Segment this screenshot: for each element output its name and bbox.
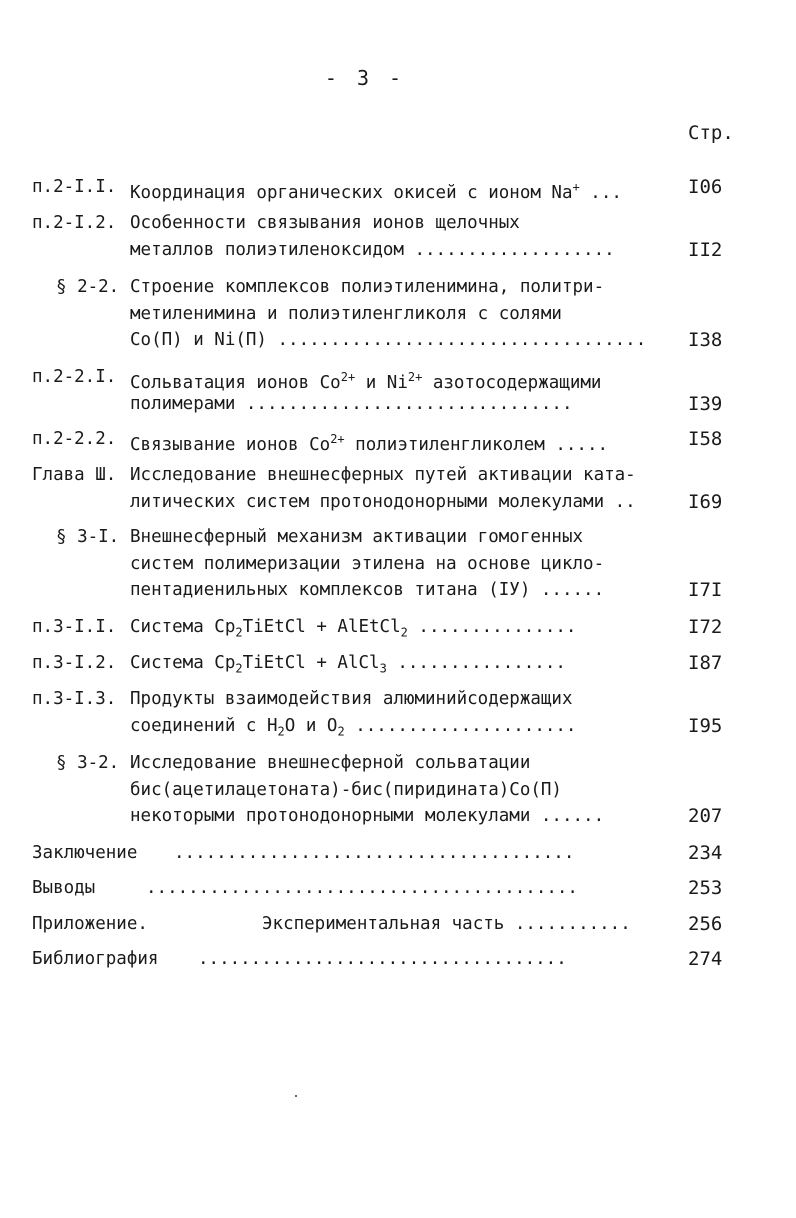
- toc-entry-page: I58: [688, 428, 723, 450]
- toc-entry-title: [130, 650, 566, 677]
- toc-entry-page: 274: [688, 948, 723, 970]
- toc-entry-label: Глава Ш.: [32, 465, 117, 485]
- toc-entry-label: п.3-I.I.: [32, 617, 117, 637]
- toc-entry-line: Внешнесферный механизм активации гомогенных: [130, 527, 584, 547]
- toc-entry-page: 253: [688, 877, 723, 899]
- page-column-label: Стр.: [688, 122, 734, 144]
- toc-entry-title: [146, 875, 578, 902]
- toc-entry-title: [130, 614, 576, 641]
- toc-entry-title: [130, 462, 636, 515]
- toc-entry-line: Связывание ионов $Co^{2+}$ полиэтиленгликолем .....: [130, 432, 609, 455]
- toc-entry-page: 256: [688, 913, 723, 935]
- toc-entry-title: [130, 174, 622, 201]
- toc-entry-line: Исследование внешнесферной сольватации: [130, 753, 531, 773]
- toc-entry-line: некоторыми протонодонорными молекулами ......: [130, 806, 605, 826]
- toc-entry-line: пентадиенильных комплексов титана (IУ) ......: [130, 580, 605, 600]
- toc-entry-title: [130, 686, 576, 739]
- toc-entry-label: Выводы: [32, 878, 96, 898]
- toc-entry-title: [198, 946, 567, 973]
- toc-entry-line: Сольватация ионов $Co^{2+}$ и $Ni^{2+}$ азотосодержащими: [130, 370, 602, 393]
- toc-entry-title: [130, 364, 601, 417]
- toc-entry-line: Особенности связывания ионов щелочных: [130, 213, 520, 233]
- toc-entry-label: § 3-2.: [56, 753, 120, 773]
- page-number: - 3 -: [324, 66, 406, 90]
- toc-entry-line: ...................................: [198, 949, 567, 969]
- toc-entry-page: 234: [688, 842, 723, 864]
- toc-entry-page: I06: [688, 176, 723, 198]
- toc-entry-page: I87: [688, 652, 723, 674]
- toc-entry-page: I38: [688, 329, 723, 351]
- toc-entry-page: I39: [688, 392, 723, 415]
- toc-entry-page: I7I: [688, 579, 723, 601]
- toc-entry-title: [130, 210, 615, 263]
- toc-entry-line: Исследование внешнесферных путей активации ката-: [130, 465, 636, 485]
- scan-speck: [295, 1095, 297, 1097]
- toc-entry-line: бис(ацетилацетоната)-бис(пиридината)Co(П): [130, 779, 562, 800]
- toc-entry-page: I95: [688, 714, 723, 737]
- toc-entry-label: Приложение.: [32, 914, 148, 934]
- toc-entry-line: Строение комплексов полиэтиленимина, политри-: [130, 277, 605, 297]
- toc-entry-title: [130, 524, 604, 604]
- toc-entry-line: металлов полиэтиленоксидом ...................: [130, 239, 615, 260]
- toc-entry-title: [130, 274, 646, 354]
- toc-entry-label: Заключение: [32, 843, 138, 863]
- toc-entry-page: II2: [688, 238, 723, 261]
- toc-entry-label: п.3-I.3.: [32, 689, 117, 709]
- toc-entry-page: I72: [688, 616, 723, 638]
- toc-entry-line: литических систем протонодонорными молекулами ..: [130, 491, 636, 512]
- toc-entry-label: п.2-2.I.: [32, 367, 117, 387]
- toc-entry-title: [262, 911, 631, 938]
- toc-entry-label: § 2-2.: [56, 277, 120, 297]
- toc-entry-line: полимерами ...............................: [130, 393, 573, 414]
- toc-entry-line: соединений с $H_2O$ и $O_2$ .....................: [130, 715, 577, 738]
- toc-entry-line: Co(П) и Ni(П) ...................................: [130, 330, 647, 350]
- toc-entry-line: Экспериментальная часть ...........: [262, 914, 631, 934]
- toc-entry-line: систем полимеризации этилена на основе цикло-: [130, 553, 605, 574]
- toc-entry-line: Продукты взаимодействия алюминийсодержащих: [130, 689, 573, 709]
- toc-entry-line: .........................................: [146, 878, 578, 898]
- toc-entry-label: п.3-I.2.: [32, 653, 117, 673]
- toc-entry-label: п.2-I.I.: [32, 177, 117, 197]
- toc-entry-line: Система $Cp_2TiEtCl$ + AlCl$_3$ ................: [130, 653, 566, 676]
- toc-entry-label: Библиография: [32, 949, 159, 969]
- toc-entry-label: п.2-2.2.: [32, 429, 117, 449]
- toc-entry-page: I69: [688, 490, 723, 513]
- toc-entry-line: Система $Cp_2TiEtCl$ + AlEtCl$_2$ ...............: [130, 617, 577, 640]
- toc-entry-title: [174, 840, 574, 867]
- toc-entry-label: п.2-I.2.: [32, 213, 117, 233]
- toc-entry-line: ......................................: [174, 843, 575, 863]
- toc-entry-line: метиленимина и полиэтиленгликоля с солями: [130, 303, 562, 324]
- toc-entry-title: [130, 426, 608, 453]
- toc-entry-page: 207: [688, 805, 723, 827]
- toc-entry-title: [130, 750, 604, 830]
- toc-entry-line: Координация органических окисей с ионом Na+ ...: [130, 180, 622, 203]
- toc-entry-label: § 3-I.: [56, 527, 120, 547]
